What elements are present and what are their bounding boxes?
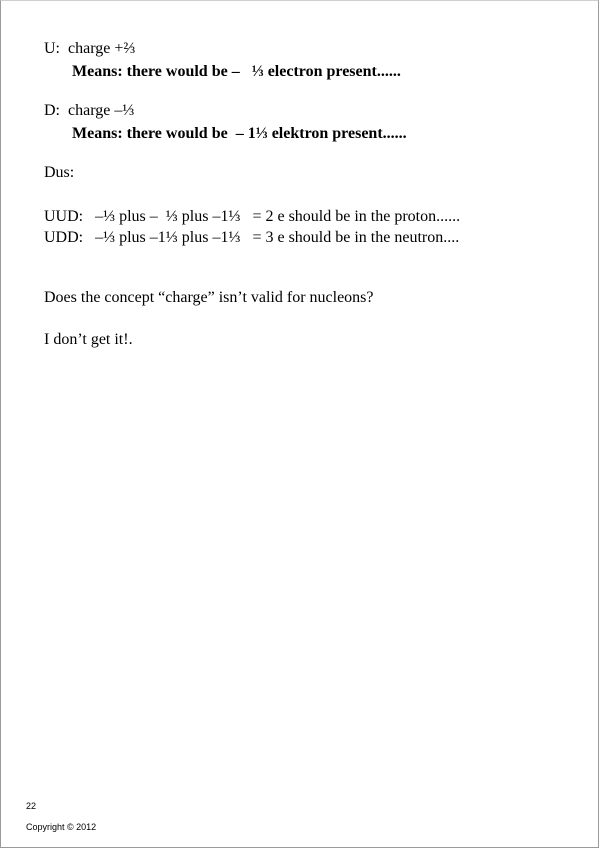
copyright-notice: Copyright © 2012 bbox=[26, 822, 97, 832]
d-quark-charge-line: D: charge –⅓ bbox=[44, 102, 135, 119]
u-quark-means-line: Means: there would be – ⅓ electron present...... bbox=[72, 63, 401, 80]
d-quark-means-line: Means: there would be – 1⅓ elektron present...... bbox=[72, 125, 407, 142]
closing-line: I don’t get it!. bbox=[44, 331, 133, 348]
u-quark-charge-line: U: charge +⅔ bbox=[44, 40, 136, 57]
question-line: Does the concept “charge” isn’t valid for nucleons? bbox=[44, 289, 374, 306]
uud-proton-line: UUD: –⅓ plus – ⅓ plus –1⅓ = 2 e should be in the proton...... bbox=[44, 208, 461, 225]
dus-label: Dus: bbox=[44, 164, 75, 181]
page-number: 22 bbox=[26, 801, 37, 811]
udd-neutron-line: UDD: –⅓ plus –1⅓ plus –1⅓ = 3 e should be in the neutron.... bbox=[44, 229, 460, 246]
